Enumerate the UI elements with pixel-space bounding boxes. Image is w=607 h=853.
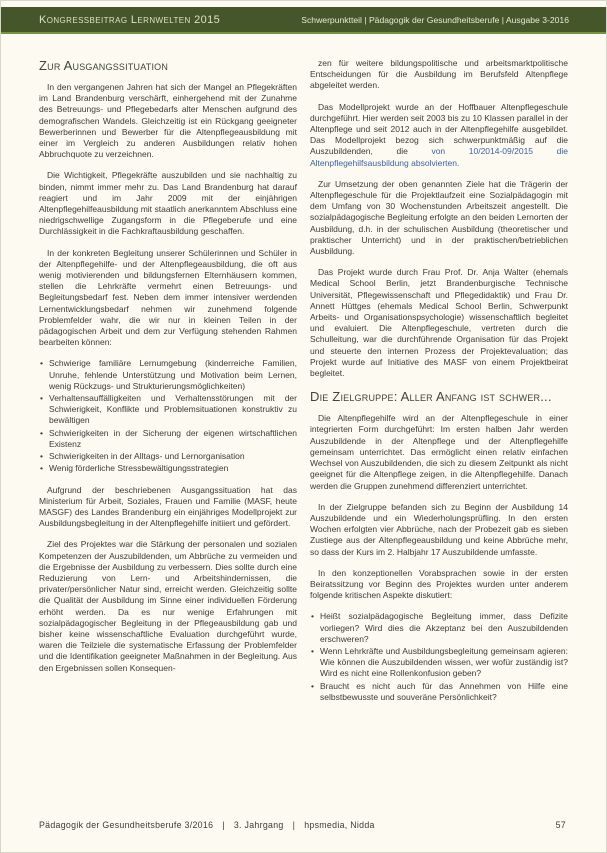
footer-separator: | bbox=[292, 820, 296, 830]
list-item: • Verhaltensauffälligkeiten und Verhaltensstörungen mit der Schwierigkeit, Konflikte und Problemsituationen konstruktiv zu bewältigen bbox=[39, 393, 297, 427]
footer-publisher: hpsmedia, Nidda bbox=[304, 820, 375, 830]
list-item: • Wenig förderliche Stressbewältigungsstrategien bbox=[39, 463, 297, 474]
paragraph-carryover: zen für weitere bildungspolitische und arbeitsmarktpolitische Entscheidungen für die Ausbildung im Berufsfeld Altenpflege abgeleitet werden. bbox=[310, 58, 568, 91]
header-issue-label: Schwerpunktteil | Pädagogik der Gesundheitsberufe | Ausgabe 3-2016 bbox=[301, 14, 569, 25]
list-item: • Wenn Lehrkräfte und Ausbildungsbegleitung gemeinsam agieren: Wie können die Auszubildenden wissen, wer wofür zuständig ist? Wird es nicht eine Rollenkonfusion geben? bbox=[310, 646, 568, 680]
header-bar bbox=[1, 7, 606, 32]
paragraph-modellprojekt bbox=[310, 102, 568, 169]
page-number: 57 bbox=[555, 820, 566, 830]
paragraph-begleitung: In der konkreten Begleitung unserer Schülerinnen und Schüler in der Altenpflegehilfe- und der Altenpflegeausbildung, die oft aus wenig motivierenden und bildungsfernen Elternhäusern kommen, stellen die Lehrkräfte vermehrt einen Betreuungs- und Begleitungsbedarf fest. Neben dem immer intensiver werdenden Lernentwicklungsbedarf nehmen wir zunehmend folgende Problemfelder wahr, die wir nur in kleinen Teilen in der pädagogischen Arbeit und dem zur Verfügung stehenden Rahmen bearbeiten können: bbox=[39, 247, 297, 348]
footer-volume: 3. Jahrgang bbox=[233, 820, 284, 830]
list-item: • Schwierigkeiten in der Alltags- und Lernorganisation bbox=[39, 451, 297, 462]
paragraph-projektziel: Ziel des Projektes war die Stärkung der personalen und sozialen Kompetenzen der Auszubildenden, um Abbrüche zu vermeiden und die Ergebnisse der Ausbildung zu verbessern. Dies sollte durch eine Reduzierung von Lern- und Arbeitshindernissen, die privater/persönlicher Natur sind, erreicht werden. Gleichzeitig sollte die Qualität der Ausbildung im Sinne einer individuellen Förderung erhöht werden. Da es nur wenige Erfahrungen mit sozialpädagogischer Begleitung in der Pflegeausbildung gab und bisher keine wissenschaftliche Evaluation durchgeführt wurde, waren die Teilziele die systematische Erfassung der Problemfelder und die Identifikation geeigneter Maßnahmen in der Begleitung. Aus den Ergebnissen sollen Konsequen- bbox=[39, 539, 297, 673]
header-accent-line bbox=[1, 32, 606, 34]
list-item: • Schwierigkeiten in der Sicherung der eigenen wirtschaftlichen Existenz bbox=[39, 428, 297, 450]
paragraph-umsetzung: Zur Umsetzung der oben genannten Ziele hat die Trägerin der Altenpflegeschule für die Projektlaufzeit eine Sozialpädagogin mit dem Umfang von 30 Wochenstunden Arbeitszeit angestellt. Die sozialpädagogische Begleitung erfolgte an den beiden Lernorten der Ausbildung, d.h. in der schulischen Ausbildung (theoretischer und praktischer Unterricht) und in der praktischen/betrieblichen Ausbildung. bbox=[310, 178, 568, 257]
paragraph-integrierte-form: Die Altenpflegehilfe wird an der Altenpflegeschule in einer integrierten Form durchgeführt: Im ersten halben Jahr werden Auszubildende in der Altenpflege und der Altenpflegehilfe gemeinsam unterrichtet. Das ermöglicht einen relativ einfachen Wechsel von Auszubildenden, die sich zu diesem Zeitpunkt als nicht geeignet für die Altenpflege zeigen, in die Altenpflegehilfe. Danach werden die Gruppen zunehmend differenziert unterrichtet. bbox=[310, 413, 568, 491]
left-column bbox=[39, 58, 297, 713]
paragraph-modellprojekt-highlight: von 10/2014-09/2015 die Altenpflegehilfsausbildung absolvierten. bbox=[310, 146, 568, 168]
critical-aspects-list bbox=[310, 611, 568, 703]
footer-journal-title: Pädagogik der Gesundheitsberufe 3/2016 bbox=[39, 820, 214, 830]
header-conference-label: Kongressbeitrag Lernwelten 2015 bbox=[39, 13, 221, 26]
paragraph-evaluation: Das Projekt wurde durch Frau Prof. Dr. Anja Walter (ehemals Medical School Berlin, jetzt Brandenburgische Technische Universität, Pflegewissenschaft und Pflegedidaktik) und Frau Dr. Annett Hüttges (ehemals Medical School Berlin, Schwerpunkt Arbeits- und Organisationspsychologie) wissenschaftlich begleitet und evaluiert. Die Altenpflegeschule, vertreten durch die Schulleitung, war die durchführende Organisation für das Projekt und steuerte den internen Prozess der Projektevaluation; das Projekt wurde auf Initiative des MASF von einem Projektbeirat begleitet. bbox=[310, 267, 568, 379]
paragraph-ministerium: Aufgrund der beschriebenen Ausgangssituation hat das Ministerium für Arbeit, Soziales, Frauen und Familie (MASF, heute MASGF) des Landes Brandenburg ein einjähriges Modellprojekt zur Ausbildungsbegleitung in der Altenpflegehilfe initiiert und gefördert. bbox=[39, 484, 297, 529]
problem-fields-list bbox=[39, 358, 297, 474]
list-item: • Heißt sozialpädagogische Begleitung immer, dass Defizite vorliegen? Wird dies die Akzeptanz bei den Auszubildenden erschweren? bbox=[310, 611, 568, 645]
footer-journal-info bbox=[39, 820, 375, 830]
paragraph-modellprojekt-text: Das Modellprojekt wurde an der Hoffbauer Altenpflegeschule durchgeführt. Hier werden seit 2003 bis zu 10 Klassen parallel in der Altenpflege und seit 2012 auch in der Altenpflegehilfe ausgebildet. Das Modellprojekt bezog sich schwerpunktmäßig auf die Auszubildenden, die bbox=[310, 101, 568, 157]
page-footer bbox=[39, 820, 566, 830]
paragraph-vorabsprachen: In den konzeptionellen Vorabsprachen sowie in der ersten Beiratssitzung vor Beginn des Projektes wurden unter anderem folgende kritischen Aspekte diskutiert: bbox=[310, 567, 568, 601]
paragraph-zielgruppe: In der Zielgruppe befanden sich zu Beginn der Ausbildung 14 Auszubildende und ein Wiederholungsprüfling. In den ersten Wochen erfolgten vier Abbrüche, nach der Probezeit gab es sieben Zustiege aus der Altenpflegeausbildung und keine Abbrüche mehr, so dass der Kurs im 2. Halbjahr 17 Auszubildende umfasste. bbox=[310, 501, 568, 557]
section-heading-ausgangssituation: Zur Ausgangssituation bbox=[39, 58, 169, 73]
article-body bbox=[39, 58, 568, 713]
section-heading-zielgruppe: Die Zielgruppe: Aller Anfang ist schwer... bbox=[310, 389, 552, 405]
footer-separator: | bbox=[222, 820, 225, 830]
paragraph-wichtigkeit: Die Wichtigkeit, Pflegekräfte auszubilden und sie nachhaltig zu binden, nimmt immer mehr zu. Das Land Brandenburg hat darauf reagiert und im Jahr 2009 mit der einjährigen Altenpflegehilfeausbildung mit staatlich anerkanntem Abschluss eine niedrigschwellige Zugangsform in die Pflegeberufe und eine Durchlässigkeit in die Fachkraftausbildung geschaffen. bbox=[39, 170, 297, 237]
paragraph-intro: In den vergangenen Jahren hat sich der Mangel an Pflegekräften im Land Brandenburg verschärft, einhergehend mit der Zunahme des Betreuungs- und Pflegebedarfs alter Menschen aufgrund des demografischen Wandels. Gleichzeitig ist ein Rückgang geeigneter Bewerberinnen und Bewerber für die Altenpflegeausbildung mit einer im Vergleich zu anderen Ausbildungen relativ hohen Abbruchquote zu verzeichnen. bbox=[39, 82, 297, 160]
list-item: • Braucht es nicht auch für das Annehmen von Hilfe eine selbstbewusste und souveräne Persönlichkeit? bbox=[310, 681, 568, 703]
list-item: • Schwierige familiäre Lernumgebung (kinderreiche Familien, Unruhe, fehlende Unterstützung und Motivation beim Lernen, wenig Rückzugs- und Strukturierungsmöglichkeiten) bbox=[39, 358, 297, 392]
right-column bbox=[310, 58, 568, 713]
